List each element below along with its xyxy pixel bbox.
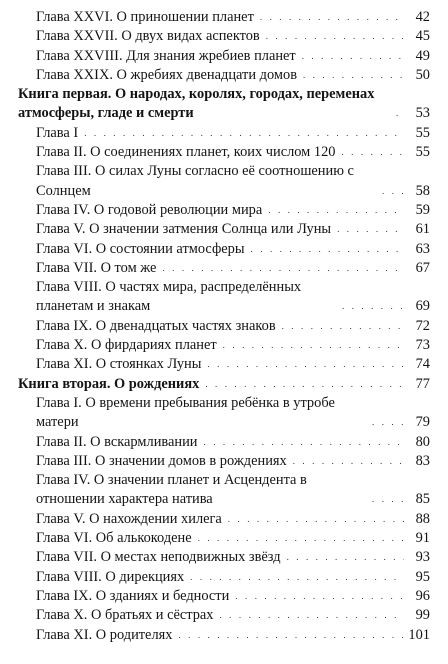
toc-entry-page: 83 — [415, 452, 430, 469]
dot-leader — [293, 452, 404, 471]
toc-entry-page: 80 — [415, 433, 430, 450]
dot-leader — [268, 201, 404, 220]
toc-entry-title: Глава VII. О местах неподвижных звёзд — [36, 549, 281, 566]
toc-entry-page: 53 — [415, 105, 430, 122]
toc-entry — [18, 336, 430, 355]
dot-leader — [337, 220, 404, 239]
toc-entry — [18, 220, 430, 239]
toc-entry-page: 74 — [415, 356, 430, 373]
toc-entry — [18, 452, 430, 471]
toc-entry-page: 42 — [415, 9, 430, 25]
toc-entry-page: 67 — [415, 259, 430, 276]
toc-book-title: Книга вторая. О рождениях — [18, 375, 200, 392]
toc-entry — [18, 587, 430, 606]
toc-entry-title: Глава XXVIII. Для знания жребиев планет — [36, 47, 296, 64]
dot-leader — [302, 47, 404, 66]
toc-entry — [18, 606, 430, 625]
toc-entry-title: Глава III. О значении домов в рождениях — [36, 452, 287, 469]
toc-entry — [18, 626, 430, 645]
toc-entry-page: 45 — [415, 28, 430, 45]
toc-entry-title: Глава II. О соединениях планет, коих числом 120 — [36, 144, 336, 161]
toc-entry-title: Глава VIII. О частях мира, распределённых планетам и знакам — [36, 279, 302, 315]
toc-entry — [18, 240, 430, 259]
toc-entry-title: Глава XI. О родителях — [36, 626, 173, 643]
toc-entry-page: 72 — [415, 317, 430, 334]
dot-leader — [372, 490, 404, 509]
dot-leader — [341, 143, 404, 162]
dot-leader — [219, 606, 404, 625]
toc-entry-page: 77 — [415, 375, 430, 392]
toc-entry — [18, 510, 430, 529]
toc-entry-page: 55 — [415, 124, 430, 141]
dot-leader — [207, 355, 404, 374]
toc-entry-title: Глава X. О братьях и сёстрах — [36, 607, 214, 624]
toc-entry-page: 88 — [415, 510, 430, 527]
dot-leader — [205, 375, 404, 394]
toc-entry-title: Глава VIII. О дирекциях — [36, 568, 185, 585]
toc-entry-page: 63 — [415, 240, 430, 257]
toc-entry — [18, 201, 430, 220]
toc-entry-page: 58 — [415, 182, 430, 199]
dot-leader — [396, 104, 404, 123]
toc-entry-page: 59 — [415, 201, 430, 218]
table-of-contents — [18, 8, 430, 645]
toc-entry — [18, 355, 430, 374]
toc-entry-title: Глава XXVII. О двух видах аспектов — [36, 28, 260, 45]
toc-entry — [18, 568, 430, 587]
toc-entry-title: Глава VII. О том же — [36, 259, 157, 276]
toc-entry-title: Глава I — [36, 124, 79, 141]
toc-entry-page: 49 — [415, 47, 430, 64]
toc-entry-title: Глава V. О нахождении хилега — [36, 510, 222, 527]
toc-entry — [18, 529, 430, 548]
toc-entry — [18, 27, 430, 46]
toc-entry — [18, 471, 430, 510]
dot-leader — [266, 27, 404, 46]
dot-leader — [260, 8, 404, 27]
toc-entry-title: Глава II. О вскармливании — [36, 433, 198, 450]
dot-leader — [235, 587, 404, 606]
toc-entry — [18, 394, 430, 433]
toc-entry — [18, 66, 430, 85]
toc-entry-page: 96 — [415, 587, 430, 604]
toc-book-heading — [18, 85, 430, 124]
toc-entry-page: 85 — [415, 491, 430, 508]
dot-leader — [282, 317, 404, 336]
toc-entry — [18, 548, 430, 567]
toc-entry — [18, 162, 430, 201]
toc-entry-title: Глава IX. О двенадцатых частях знаков — [36, 317, 276, 334]
toc-entry-title: Глава IV. О годовой революции мира — [36, 201, 263, 218]
dot-leader — [372, 413, 404, 432]
toc-entry — [18, 259, 430, 278]
toc-entry-page: 50 — [415, 66, 430, 83]
toc-entry-title: Глава IV. О значении планет и Асцендента в отношении характера натива — [36, 472, 307, 508]
toc-entry-title: Глава XXIX. О жребиях двенадцати домов — [36, 66, 297, 83]
dot-leader — [162, 259, 404, 278]
dot-leader — [382, 182, 404, 201]
toc-entry — [18, 47, 430, 66]
toc-entry-page: 99 — [415, 607, 430, 624]
toc-entry-page: 69 — [415, 298, 430, 315]
dot-leader — [251, 240, 404, 259]
toc-entry-page: 101 — [408, 626, 430, 643]
toc-entry — [18, 433, 430, 452]
toc-entry-page: 91 — [415, 530, 430, 547]
toc-entry-page: 79 — [415, 414, 430, 431]
toc-entry — [18, 124, 430, 143]
toc-entry-page: 61 — [415, 221, 430, 238]
toc-entry-title: Глава III. О силах Луны согласно её соотношению с Солнцем — [36, 163, 354, 199]
toc-entry-title: Глава XXVI. О приношении планет — [36, 9, 254, 25]
dot-leader — [84, 124, 404, 143]
dot-leader — [223, 336, 404, 355]
toc-entry-title: Глава VI. О состоянии атмосферы — [36, 240, 245, 257]
toc-book-title: Книга первая. О народах, королях, городах, переменах атмосферы, гладе и смерти — [18, 86, 375, 122]
toc-entry-title: Глава I. О времени пребывания ребёнка в утробе матери — [36, 394, 335, 431]
toc-entry-title: Глава X. О фирдариях планет — [36, 337, 217, 354]
toc-entry — [18, 143, 430, 162]
toc-book-heading — [18, 375, 430, 394]
dot-leader — [228, 510, 404, 529]
dot-leader — [342, 297, 404, 316]
dot-leader — [303, 66, 404, 85]
toc-entry-page: 93 — [415, 549, 430, 566]
toc-entry-page: 95 — [415, 568, 430, 585]
dot-leader — [198, 529, 404, 548]
dot-leader — [204, 433, 405, 452]
toc-entry — [18, 8, 430, 27]
toc-entry-title: Глава IX. О зданиях и бедности — [36, 587, 230, 604]
toc-entry-page: 73 — [415, 337, 430, 354]
toc-entry — [18, 278, 430, 317]
toc-entry-page: 55 — [415, 144, 430, 161]
dot-leader — [190, 568, 404, 587]
toc-entry — [18, 317, 430, 336]
dot-leader — [287, 548, 404, 567]
toc-entry-title: Глава V. О значении затмения Солнца или Луны — [36, 221, 332, 238]
toc-entry-title: Глава VI. Об алькокодене — [36, 530, 192, 547]
dot-leader — [178, 626, 404, 645]
toc-entry-title: Глава XI. О стоянках Луны — [36, 356, 202, 373]
